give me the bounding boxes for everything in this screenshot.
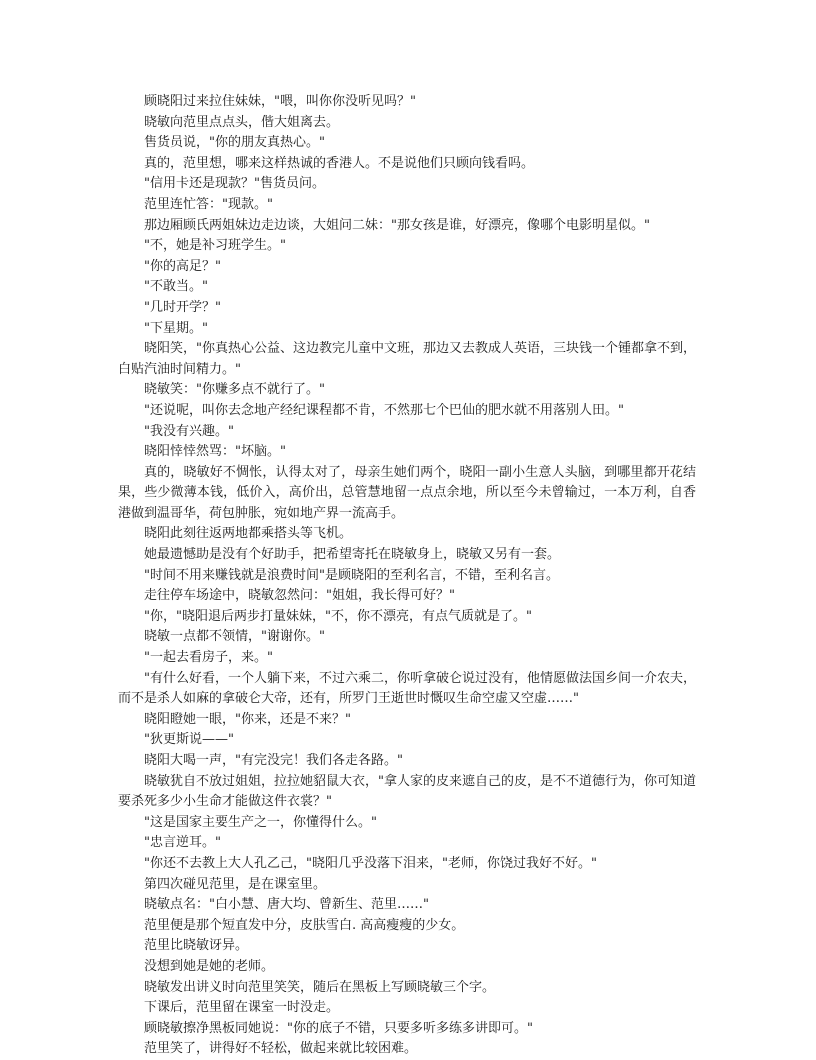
paragraph: "不敢当。" bbox=[144, 279, 208, 295]
paragraph: "还说呢，叫你去念地产经纪课程都不肯，不然那七个巴仙的肥水就不用落别人田。" bbox=[144, 402, 624, 418]
paragraph: 真的，范里想，哪来这样热诚的香港人。不是说他们只顾向钱看吗。 bbox=[144, 155, 535, 171]
paragraph: "时间不用来赚钱就是浪费时间"是顾晓阳的至利名言，不错，至利名言。 bbox=[144, 567, 559, 583]
paragraph: 晓阳瞪她一眼，"你来，还是不来？" bbox=[144, 711, 351, 727]
paragraph: 她最遗憾助是没有个好助手，把希望寄托在晓敏身上，晓敏又另有一套。 bbox=[144, 547, 561, 563]
paragraph: 顾晓阳过来拉住妹妹，"喂，叫你你没听见吗？" bbox=[144, 94, 416, 109]
paragraph: 没想到她是她的老师。 bbox=[144, 958, 275, 974]
paragraph: 晓敏一点都不领情，"谢谢你。" bbox=[144, 629, 325, 645]
paragraph: 范里笑了，讲得好不轻松，做起来就比较困难。 bbox=[144, 1041, 418, 1057]
paragraph: "有什么好看，一个人躺下来，不过六乘二，你听拿破仑说过没有，他情愿做法国乡间一介农夫，而不是杀人如麻的拿破仑大帝，还有，所罗门王逝世时慨叹生命空虚又空虚……" bbox=[118, 670, 696, 707]
paragraph: 范里连忙答："现款。" bbox=[144, 196, 273, 212]
paragraph: "狄更斯说——" bbox=[144, 732, 234, 748]
paragraph: 真的，晓敏好不惆怅，认得太对了，母亲生她们两个，晓阳一副小生意人头脑，到哪里都开花结果，些少微薄本钱，低价入，高价出，总管慧地留一点点余地，所以至今未曾输过，一本万利，自香港做到温哥华，荷包肿胀，宛如地产界一流高手。 bbox=[118, 464, 696, 521]
paragraph: 晓敏向范里点点头，偕大姐离去。 bbox=[144, 114, 340, 130]
paragraph: 售货员说，"你的朋友真热心。" bbox=[144, 135, 325, 151]
paragraph: 范里比晓敏讶异。 bbox=[144, 938, 249, 954]
paragraph: 晓敏犹自不放过姐姐，拉拉她貂鼠大衣，"拿人家的皮来遮自己的皮，是不不道德行为，你可知道要杀死多少小生命才能做这件衣裳？" bbox=[118, 773, 696, 810]
paragraph: 下课后，范里留在课室一时没走。 bbox=[144, 1000, 340, 1016]
paragraph: 第四次碰见范里，是在课室里。 bbox=[144, 876, 327, 892]
paragraph: "你的高足？" bbox=[144, 258, 221, 274]
paragraph: "忠言逆耳。" bbox=[144, 835, 221, 851]
paragraph: 范里便是那个短直发中分，皮肤雪白. 高高瘦瘦的少女。 bbox=[144, 917, 465, 933]
paragraph: "信用卡还是现款？"售货员问。 bbox=[144, 176, 325, 192]
paragraph: "你还不去教上大人孔乙己，"晓阳几乎没落下泪来，"老师，你饶过我好不好。" bbox=[144, 855, 597, 871]
paragraph: "一起去看房子，来。" bbox=[144, 650, 273, 666]
paragraph: 晓阳大喝一声，"有完没完！我们各走各路。" bbox=[144, 753, 403, 768]
paragraph: 晓敏点名："白小慧、唐大均、曾新生、范里……" bbox=[144, 897, 429, 913]
paragraph: 晓敏发出讲义时向范里笑笑，随后在黑板上写顾晓敏三个字。 bbox=[144, 979, 496, 995]
paragraph: "下星期。" bbox=[144, 320, 208, 336]
paragraph: 那边厢顾氏两姐妹边走边谈，大姐问二妹："那女孩是谁，好漂亮，像哪个电影明星似。" bbox=[144, 217, 650, 233]
paragraph: 晓敏笑："你赚多点不就行了。" bbox=[144, 382, 325, 398]
paragraph: "几时开学？" bbox=[144, 299, 221, 315]
paragraph: 晓阳此刻往返两地都乘搭头等飞机。 bbox=[144, 526, 353, 542]
paragraph: "不，她是补习班学生。" bbox=[144, 238, 286, 254]
paragraph: 晓阳悻悻然骂："坏脑。" bbox=[144, 444, 286, 460]
paragraph: 走往停车场途中，晓敏忽然问："姐姐，我长得可好？" bbox=[144, 588, 455, 604]
document-page bbox=[118, 92, 696, 1060]
paragraph: "这是国家主要生产之一，你懂得什么。" bbox=[144, 814, 377, 830]
paragraph: 顾晓敏擦净黑板同她说："你的底子不错，只要多听多练多讲即可。" bbox=[144, 1020, 533, 1036]
paragraph: "我没有兴趣。" bbox=[144, 423, 234, 439]
paragraph: 晓阳笑，"你真热心公益、这边教完儿童中文班，那边又去教成人英语，三块钱一个锺都拿不到，白贴汽油时间精力。" bbox=[118, 341, 696, 377]
paragraph: "你，"晓阳退后两步打量妹妹，"不，你不漂亮，有点气质就是了。" bbox=[144, 608, 532, 624]
